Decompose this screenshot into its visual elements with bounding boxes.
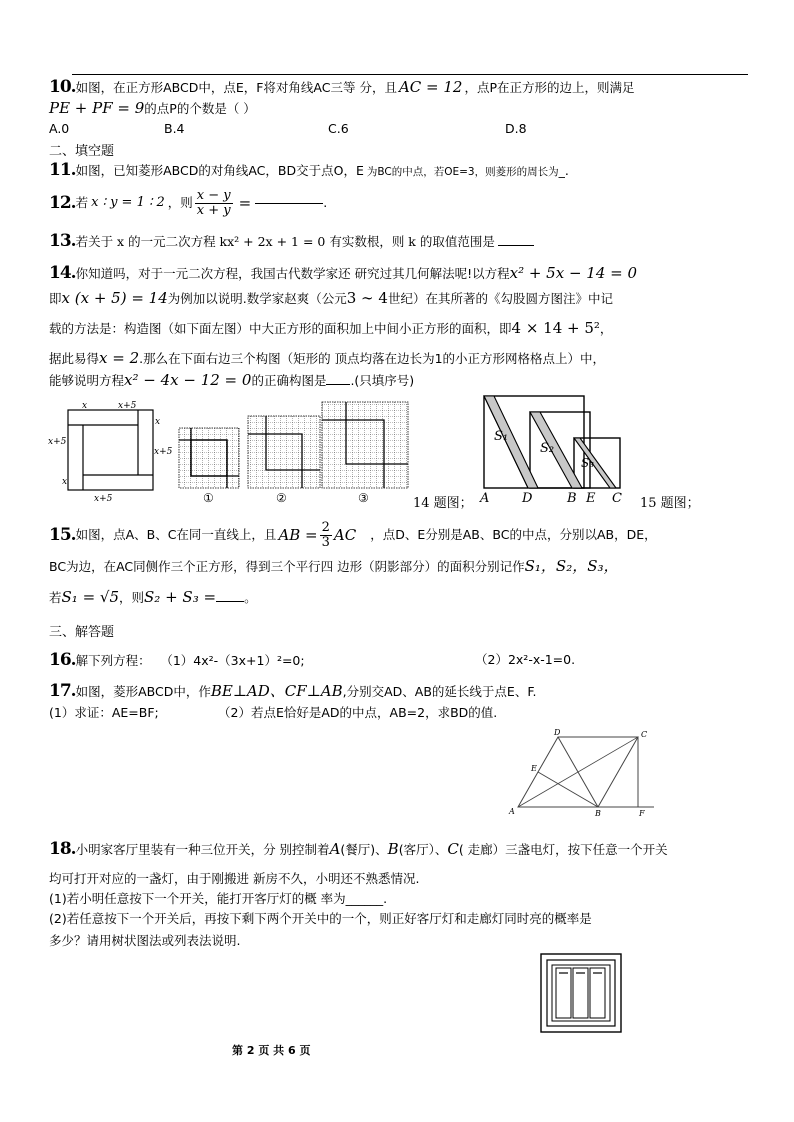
fig14-label-x5-top: x+5 — [118, 401, 137, 411]
fig14-option-2-label: ② — [276, 491, 287, 505]
fig14-zhao-diagram — [46, 398, 186, 506]
q12: 12. 若 x ∶ y = 1 ∶ 2 ，则 $\frac{x - y}{x + y}$ = . — [49, 187, 328, 218]
q13: 13.若关于 x 的一元二次方程 kx² + 2x + 1 = 0 有实数根，则 k 的取值范围是 — [49, 232, 534, 251]
fig17-label-a: A — [509, 807, 515, 816]
header-rule — [72, 74, 748, 75]
q15-answer-blank — [216, 601, 244, 602]
fig14-caption: 14 题图； — [413, 496, 473, 511]
fig14-label-x-right: x — [155, 417, 161, 427]
fig15-label-s3: S₃ — [581, 456, 595, 470]
fig15-label-s1: S₁ — [494, 429, 509, 444]
q14-line3: 载的方法是：构造图（如下面左图）中大正方形的面积加上中间小正方形的面积，即4 × 14 + 5²， — [49, 319, 613, 337]
fig14-label-x-left: x — [62, 477, 68, 487]
fig17-label-d: D — [554, 728, 561, 737]
fig15-point-b: B — [567, 491, 577, 504]
q18-line2: 均可打开对应的一盏灯，由于刚搬进 新房不久，小明还不熟悉情况. — [49, 871, 420, 886]
fig14-label-x5-left: x+5 — [48, 437, 67, 447]
q10-line2: PE + PF = 9的点P的个数是（ ） — [49, 99, 256, 117]
q18-line3: (1)若小明任意按下一个开关，能打开客厅灯的概 率为______. — [49, 891, 388, 906]
q14-answer-blank — [326, 384, 350, 385]
fig17-label-e: E — [531, 764, 537, 773]
q10-option-d: D.8 — [505, 121, 527, 136]
fig14-grid-options — [172, 398, 412, 510]
q14-line2: 即x (x + 5) = 14为例加以说明.数学家赵爽（公元3 ∼ 4世纪）在其所著的《勾股圆方图注》中记 — [49, 289, 613, 307]
q15-line1: 15. 如图，点A、B、C在同一直线上，且 AB = $\frac{2}{3}$ AC ，点D、E分别是AB、BC的中点，分别以AB，DE， — [49, 519, 657, 550]
fig14-label-x5-bottom: x+5 — [94, 494, 113, 504]
section-heading-solutions: 三、解答题 — [49, 625, 115, 640]
section-heading-fill-blank: 二、填空题 — [49, 144, 115, 159]
fig15-label-s2: S₂ — [540, 441, 555, 456]
q17-line1: 17.如图，菱形ABCD中，作BE⊥AD、CF⊥AB,分别交AD、AB的延长线于点E、F. — [49, 681, 537, 701]
switch-c — [590, 968, 605, 1018]
q14-line5: 能够说明方程x² − 4x − 12 = 0的正确构图是 .(只填序号) — [49, 371, 415, 389]
fig17-label-b: B — [595, 809, 601, 818]
q15-fraction: $\frac{2}{3}$ — [321, 519, 330, 550]
fig15-point-c: C — [612, 491, 622, 504]
fig14-label-x5-right: x+5 — [154, 447, 173, 457]
fig15-point-d: D — [522, 491, 533, 504]
q16-part2: （2）2x²-x-1=0. — [475, 652, 576, 667]
q18-line4: (2)若任意按下一个开关后，再按下剩下两个开关中的一个，则正好客厅灯和走廊灯同时亮的概率是 — [49, 911, 592, 926]
q11: 11.如图，已知菱形ABCD的对角线AC，BD交于点O，E 为BC的中点，若OE=3，则菱形的周长为_. — [49, 160, 569, 180]
q12-answer-blank — [255, 203, 323, 204]
fig18-switch-panel — [540, 953, 622, 1033]
q16: 16.解下列方程： （1）4x²-（3x+1）²=0; — [49, 650, 305, 670]
q12-fraction: $\frac{x - y}{x + y}$ — [196, 187, 231, 218]
q10-option-c: C.6 — [328, 121, 349, 136]
fig17-label-f: F — [639, 809, 645, 818]
q14-line4: 据此易得x = 2.那么在下面右边三个构图（矩形的 顶点均落在边长为1的小正方形网格格点上）中， — [49, 349, 606, 367]
q13-answer-blank — [498, 245, 534, 246]
q18-line1: 18.小明家客厅里装有一种三位开关，分 别控制着A(餐厅)、B(客厅）、C( 走廊）三盏电灯，按下任意一个开关 — [49, 839, 668, 859]
fig15-caption: 15 题图； — [640, 496, 700, 511]
fig15-point-e: E — [586, 491, 596, 504]
fig14-option-1-label: ① — [203, 491, 214, 505]
q17-part1: (1）求证：AE=BF; — [49, 705, 159, 720]
fig15-squares — [478, 392, 640, 504]
switch-b — [573, 968, 588, 1018]
q10-option-b: B.4 — [164, 121, 185, 136]
q14-line1: 14.你知道吗，对于一元二次方程，我国古代数学家还 研究过其几何解法呢!以方程x² + 5x − 14 = 0 — [49, 263, 638, 283]
q15-line3: 若S₁ = √5，则S₂ + S₃ = 。 — [49, 588, 257, 606]
fig14-option-3-label: ③ — [358, 491, 369, 505]
switch-a — [556, 968, 571, 1018]
q10-line1: 10.如图，在正方形ABCD中，点E，F将对角线AC三等 分，且 AC = 12 ，点P在正方形的边上，则满足 — [49, 77, 635, 97]
fig15-point-a: A — [480, 491, 490, 504]
q10-option-a: A.0 — [49, 121, 70, 136]
q17-part2: （2）若点E恰好是AD的中点，AB=2，求BD的值. — [218, 705, 498, 720]
fig14-label-x-top: x — [82, 401, 88, 411]
fig17-rhombus — [506, 726, 656, 818]
page-footer: 第 2 页 共 6 页 — [232, 1044, 311, 1057]
q15-line2: BC为边，在AC同侧作三个正方形，得到三个平行四 边形（阴影部分）的面积分别记作S₁，S₂，S₃， — [49, 557, 619, 575]
fig17-label-c: C — [641, 730, 648, 739]
q18-line5: 多少？请用树状图法或列表法说明. — [49, 933, 241, 948]
